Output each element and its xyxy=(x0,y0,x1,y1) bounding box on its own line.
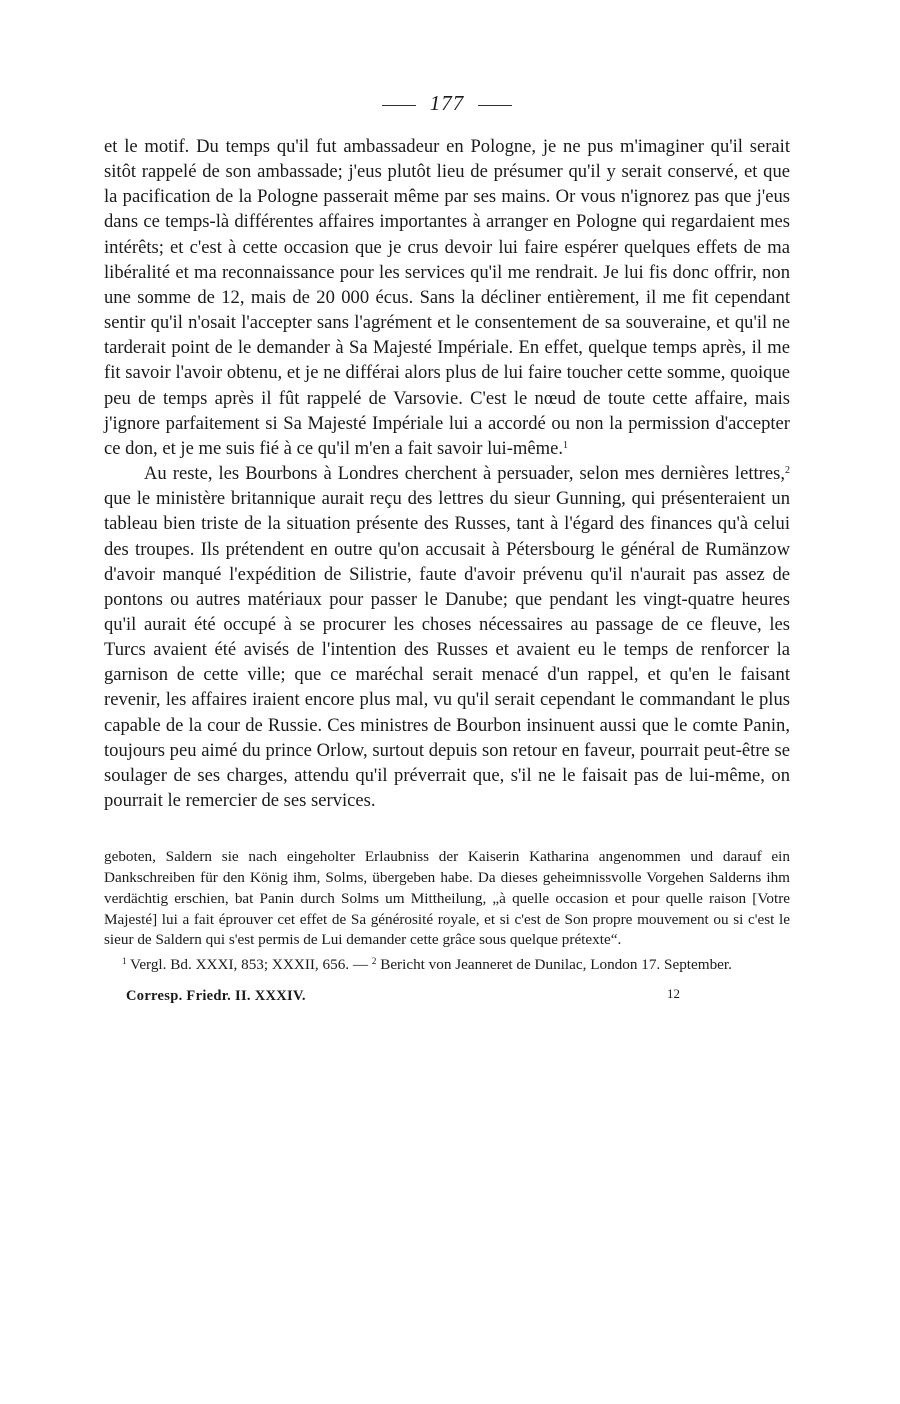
footnote-2-text: Bericht von Jeanneret de Dunilac, London 17. September. xyxy=(380,956,732,974)
paragraph-2 xyxy=(104,461,790,813)
main-text xyxy=(104,134,790,813)
header-rule-left xyxy=(382,105,416,106)
signature-line xyxy=(104,988,790,1010)
footnotes xyxy=(104,847,790,976)
footnote-continued: geboten, Saldern sie nach eingeholter Erlaubniss der Kaiserin Katharina angenommen und darauf ein Dankschreiben für den König ihm, Solms, übergeben habe. Da dieses geheimnissvolle Vorgehen Salderns ihm verdächtig erschien, bat Panin durch Solms um Mittheilung, „à quelle occasion et pour quelle raison [Votre Majesté] lui a fait éprouver cet effet de Sa générosité royale, et si c'est de Son propre mouvement ou si c'est le sieur de Saldern qui s'est permis de Lui demander cette grâce sous quelque prétexte“. xyxy=(104,848,790,949)
paragraph-1 xyxy=(104,134,790,461)
footnote-references xyxy=(104,955,790,976)
footnote-1-mark: 1 xyxy=(122,956,127,967)
page xyxy=(104,86,790,1010)
footnote-divider xyxy=(104,835,790,847)
footnote-ref-2: 2 xyxy=(785,465,790,477)
footnote-2-mark: 2 xyxy=(371,956,377,967)
header-rule-right xyxy=(478,105,512,106)
signature-number: 12 xyxy=(667,986,680,1001)
footnote-ref-1: 1 xyxy=(563,439,568,451)
paragraph-2-text-a: Au reste, les Bourbons à Londres cherchent à persuader, selon mes dernières lettres, xyxy=(144,463,785,485)
paragraph-2-text-b: que le ministère britannique aurait reçu des lettres du sieur Gunning, qui présenteraient un tableau bien triste de la situation présente des Russes, tant à l'égard des finances qu'à celui des troupes. Ils prétendent en outre qu'on accusait à Pétersbourg le général de Rumänzow d'avoir manqué l'expédition de Silistrie, faute d'avoir prévenu qu'il n'aurait pas assez de pontons ou autres matériaux pour passer le Danube; que pendant les vingt-quatre heures qu'il aurait été occupé à se procurer les choses nécessaires au passage de ce fleuve, les Turcs avaient été avisés de l'intention des Russes et avaient eu le temps de renforcer la garnison de cette ville; que ce maréchal serait menacé d'un rappel, et qu'en le faisant revenir, les affaires iraient encore plus mal, vu qu'il serait cependant le commandant le plus capable de la cour de Russie. Ces ministres de Bourbon insinuent aussi que le comte Panin, toujours peu aimé du prince Orlow, surtout depuis son retour en faveur, pourrait peut-être se soulager de ses charges, attendu qu'il préverrait que, s'il ne le faisait pas de lui-même, on pourrait le remercier de ses services. xyxy=(104,488,790,812)
page-number: 177 xyxy=(429,91,465,115)
footnote-1-text: Vergl. Bd. XXXI, 853; XXXII, 656. — xyxy=(130,956,369,974)
running-head xyxy=(104,86,790,120)
signature-title: Corresp. Friedr. II. XXXIV. xyxy=(126,988,306,1004)
paragraph-1-text: et le motif. Du temps qu'il fut ambassadeur en Pologne, je ne pus m'imaginer qu'il serait sitôt rappelé de son ambassade; j'eus plutôt lieu de présumer qu'il y serait conservé, et que la pacification de la Pologne passerait même par ses mains. Or vous n'ignorez pas que j'eus dans ce temps-là différentes affaires importantes à arranger en Pologne qui regardaient mes intérêts; et c'est à cette occasion que je crus devoir lui faire espérer quelques effets de ma libéralité et ma reconnaissance pour les services qu'il me rendrait. Je lui fis donc offrir, non une somme de 12, mais de 20 000 écus. Sans la décliner entièrement, il me fit cependant sentir qu'il n'osait l'accepter sans l'agrément et le consentement de sa souveraine, et qu'il ne tarderait point de le demander à Sa Majesté Impériale. En effet, quelque temps après, il me fit savoir l'avoir obtenu, et je ne différai alors plus de lui faire toucher cette somme, quoique peu de temps après il fût rappelé de Varsovie. C'est le nœud de toute cette affaire, mais j'ignore parfaitement si Sa Majesté Impériale lui a accordé ou non la permission d'accepter ce don, et je me suis fié à ce qu'il m'en a fait savoir lui-même. xyxy=(104,136,790,459)
